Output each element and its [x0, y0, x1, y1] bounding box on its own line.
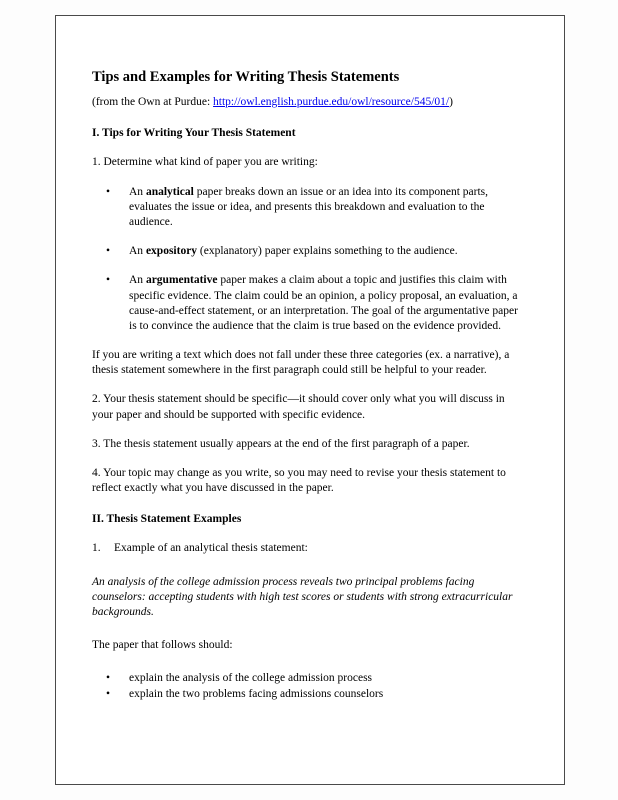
- bullet-text-bold: expository: [145, 245, 198, 258]
- list-item: [106, 687, 528, 702]
- list-item: [106, 273, 528, 334]
- follows-paragraph: The paper that follows should:: [92, 639, 233, 652]
- list-item: [106, 671, 528, 686]
- section1-heading: I. Tips for Writing Your Thesis Statement: [92, 127, 296, 140]
- paper-should-list: [92, 671, 528, 702]
- analytical-thesis-example: An analysis of the college admission process reveals two principal problems facing counselors: accepting students with high test scores or students with strong extracurricular backgrounds.: [92, 575, 513, 618]
- bullet-text: [129, 244, 528, 259]
- bullet-text: [129, 185, 528, 231]
- section1-intro: 1. Determine what kind of paper you are writing:: [92, 156, 318, 169]
- source-link[interactable]: http://owl.english.purdue.edu/owl/resource/545/01/: [213, 96, 450, 109]
- narrative-note-paragraph: If you are writing a text which does not fall under these three categories (ex. a narrative), a thesis statement somewhere in the first paragraph could still be helpful to your reader.: [92, 349, 510, 377]
- bullet-text-post: paper breaks down an issue or an idea into its component parts, evaluates the issue or idea, and presents this breakdown and evaluation to the audience.: [129, 185, 488, 228]
- paper-types-list: [92, 185, 528, 334]
- bullet-text-bold: argumentative: [145, 274, 218, 287]
- bullet-text: explain the two problems facing admissions counselors: [129, 688, 384, 701]
- bullet-text-post: paper makes a claim about a topic and justifies this claim with specific evidence. The claim could be an opinion, a policy proposal, an evaluation, a cause-and-effect statement, or an interpretation. The goal of the argumentative paper is to convince the audience that the claim is true based on the evidence provided.: [129, 274, 518, 332]
- document-title: Tips and Examples for Writing Thesis Statements: [92, 69, 400, 85]
- section2-heading: II. Thesis Statement Examples: [92, 513, 242, 526]
- bullet-icon: •: [106, 245, 111, 258]
- list-item: [106, 244, 528, 259]
- source-prefix: (from the Own at Purdue:: [92, 96, 214, 109]
- bullet-icon: •: [106, 688, 111, 701]
- tip4-paragraph: 4. Your topic may change as you write, so you may need to revise your thesis statement to reflect exactly what you have discussed in the paper.: [92, 466, 506, 495]
- bullet-text-pre: An: [129, 274, 146, 287]
- bullet-text-post: (explanatory) paper explains something to the audience.: [197, 245, 458, 258]
- list-item: [106, 185, 528, 231]
- source-line: [92, 95, 528, 110]
- bullet-icon: •: [106, 672, 111, 685]
- bullet-text: [129, 273, 528, 334]
- bullet-text: explain the analysis of the college admission process: [129, 672, 373, 685]
- bullet-text-pre: An: [129, 245, 146, 258]
- document-page: [55, 15, 565, 785]
- source-suffix: ): [449, 96, 453, 109]
- example-item-number: 1.: [92, 542, 101, 555]
- example-item-label: Example of an analytical thesis statement:: [114, 542, 308, 555]
- bullet-text-bold: analytical: [145, 185, 194, 198]
- bullet-icon: •: [106, 185, 111, 198]
- tip2-paragraph: 2. Your thesis statement should be specific—it should cover only what you will discuss in your paper and should be supported with specific evidence.: [92, 393, 505, 421]
- bullet-text-pre: An: [129, 185, 146, 198]
- bullet-icon: •: [106, 274, 111, 287]
- tip3-paragraph: 3. The thesis statement usually appears at the end of the first paragraph of a paper.: [92, 437, 470, 450]
- example-item: [92, 541, 528, 556]
